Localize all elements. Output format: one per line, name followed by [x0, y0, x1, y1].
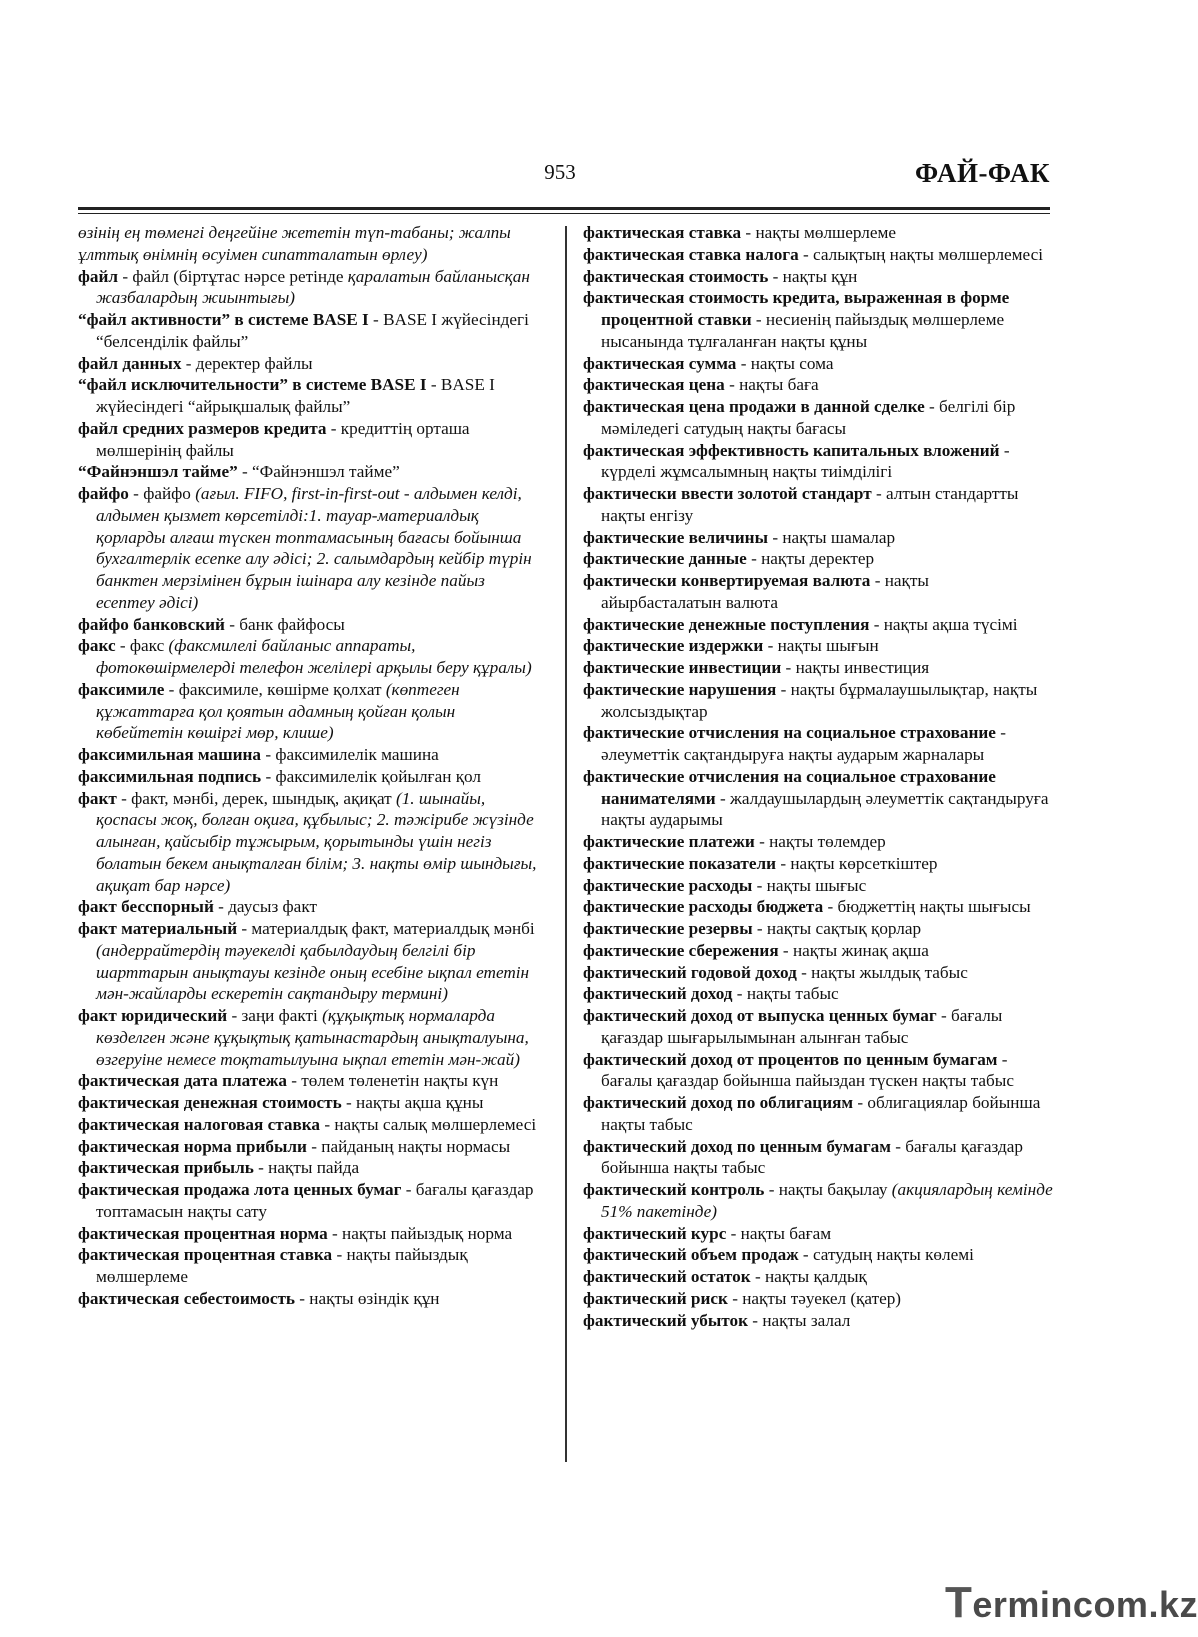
- entry-term: фактическая денежная стоимость: [78, 1093, 342, 1112]
- entry-definition: - нақты жылдық табыс: [796, 962, 968, 982]
- dictionary-entry: [78, 353, 543, 375]
- entry-term: фактический доход от процентов по ценным бумагам: [583, 1049, 998, 1069]
- running-head: ФАЙ-ФАК: [914, 158, 1050, 188]
- dictionary-entry: [583, 374, 1053, 396]
- dictionary-entry: [583, 1310, 1053, 1332]
- entry-term: файфо банковский: [78, 614, 225, 634]
- dictionary-entry: [583, 1049, 1053, 1093]
- column-divider: [565, 226, 567, 1462]
- entry-definition: - нақты шығыс: [752, 875, 867, 895]
- dictionary-entry: [78, 309, 543, 353]
- entry-definition: - нақты көрсеткіштер: [776, 853, 938, 873]
- entry-definition: - нақты бұрмалаушылықтар, нақты жолсыздықтар: [601, 679, 1038, 721]
- entry-term: фактический убыток: [583, 1310, 748, 1330]
- page-number: 953: [544, 160, 576, 184]
- header-rule-thick: [78, 207, 1050, 210]
- entry-term: фактическая норма прибыли: [78, 1136, 307, 1156]
- entry-term: факт: [78, 788, 117, 808]
- dictionary-entry: [583, 287, 1053, 352]
- entry-definition: - нақты пайыздық норма: [327, 1223, 513, 1243]
- entry-term: фактические сбережения: [583, 940, 779, 960]
- dictionary-entry: [583, 483, 1053, 527]
- entry-note: (факсмилелі байланыс аппараты, фотокөшірмелерді телефон желілері арқылы беру құралы): [96, 636, 532, 677]
- entry-definition: - нақты қалдық: [750, 1267, 867, 1286]
- entry-term: фактический доход: [583, 984, 733, 1004]
- entry-definition: - нақты шығын: [763, 636, 879, 656]
- entry-term: фактически конвертируемая валюта: [583, 571, 871, 590]
- dictionary-entry: [583, 614, 1053, 636]
- entry-term: фактический объем продаж: [583, 1245, 799, 1265]
- entry-term: фактические данные: [583, 549, 747, 569]
- entry-term: фактическая стоимость кредита, выраженная в форме процентной ставки: [583, 288, 1010, 329]
- entry-term: фактический риск: [583, 1288, 728, 1308]
- entry-definition: - факт, мәнбі, дерек, шындық, ақиқат: [116, 788, 396, 808]
- entry-term: фактические показатели: [583, 853, 777, 873]
- entry-definition: - нақты тәуекел (қатер): [727, 1288, 902, 1308]
- dictionary-entry: [583, 831, 1053, 853]
- entry-term: фактический годовой доход: [583, 962, 797, 982]
- dictionary-entry: [78, 1244, 543, 1288]
- dictionary-entry: [583, 440, 1053, 484]
- dictionary-entry: [78, 1136, 543, 1158]
- entry-definition: - банк файфосы: [224, 614, 345, 634]
- entry-definition: - нақты жинақ ақша: [778, 940, 929, 960]
- entry-definition: - нақты залал: [748, 1310, 851, 1330]
- entry-term: факсимильная подпись: [78, 766, 262, 786]
- entry-term: “файл исключительности” в системе BASE I: [78, 375, 427, 395]
- entry-note: (көптеген құжаттарға қол қоятын адамның қойған қолын көбейтетін көшіргі мөр, клише): [96, 679, 460, 743]
- entry-definition: - әлеуметтік сақтандыруға нақты аударым жарналары: [601, 723, 1006, 764]
- entry-definition: - нақты сақтық қорлар: [752, 919, 922, 938]
- entry-term: фактические издержки: [583, 636, 764, 656]
- dictionary-entry: [78, 918, 543, 1005]
- entry-definition: - пайданың нақты нормасы: [306, 1136, 511, 1156]
- dictionary-entry: [583, 1223, 1053, 1245]
- entry-definition: - несиенің пайыздық мөлшерлеме нысанында тұлғаланған нақты құны: [601, 310, 1005, 351]
- entry-term: фактическая цена: [583, 375, 725, 395]
- entry-term: фактическая прибыль: [78, 1158, 254, 1178]
- dictionary-entry: [583, 396, 1053, 440]
- entry-definition: - нақты өзіндік құн: [294, 1288, 440, 1308]
- right-entry-list: [583, 222, 1053, 1331]
- dictionary-entry: [78, 374, 543, 418]
- entry-definition: - нақты салық мөлшерлемесі: [320, 1114, 537, 1134]
- entry-note: (акциялардың кемінде 51% пакетінде): [601, 1180, 1053, 1221]
- entry-definition: - факс: [115, 636, 169, 656]
- entry-definition: - нақты инвестиция: [781, 658, 930, 677]
- entry-term: фактический доход по ценным бумагам: [583, 1136, 891, 1156]
- entry-definition: - материалдық факт, материалдық мәнбі: [237, 919, 535, 938]
- entry-definition: - “Файнэншэл тайме”: [237, 462, 400, 482]
- entry-term: фактический контроль: [583, 1180, 765, 1199]
- entry-definition: - төлем төленетін нақты күн: [286, 1071, 499, 1091]
- entry-definition: - нақты табыс: [732, 984, 839, 1004]
- entry-term: фактическая ставка: [583, 223, 742, 242]
- dictionary-entry: [78, 679, 543, 744]
- dictionary-entry: [78, 418, 543, 462]
- entry-term: фактические отчисления на социальное страхование нанимателями: [583, 766, 996, 808]
- entry-definition: - сатудың нақты көлемі: [798, 1245, 974, 1265]
- entry-definition: - бағалы қағаздар бойынша пайыздан түскен нақты табыс: [601, 1049, 1014, 1091]
- dictionary-entry: [78, 1288, 543, 1310]
- entry-definition: - нақты мөлшерлеме: [741, 223, 896, 242]
- entry-term: фактические отчисления на социальное страхование: [583, 723, 996, 743]
- dictionary-entry: [583, 940, 1053, 962]
- right-column: [583, 222, 1053, 1331]
- dictionary-entry: [78, 483, 543, 614]
- dictionary-entry: [78, 614, 543, 636]
- watermark-text: ermincom.kz: [972, 1584, 1198, 1625]
- dictionary-entry: [583, 1288, 1053, 1310]
- entry-definition: - күрделі жұмсалымның нақты тиімділігі: [601, 440, 1010, 482]
- entry-term: фактические нарушения: [583, 679, 777, 699]
- entry-term: “Файнэншэл тайме”: [78, 462, 238, 482]
- dictionary-entry: [583, 1092, 1053, 1136]
- dictionary-entry: [583, 875, 1053, 897]
- entry-term: факт материальный: [78, 919, 238, 938]
- dictionary-entry: [583, 548, 1053, 570]
- entry-note: (андеррайтердің тәуекелді қабылдаудың белгілі бір шарттарын анықтауы кезінде оның есебіне ықпал ететін мән-жайларды ескеретін сақтандыру термині): [96, 940, 530, 1004]
- entry-term: факт юридический: [78, 1006, 228, 1025]
- entry-term: файл: [78, 266, 119, 286]
- entry-term: фактические денежные поступления: [583, 614, 870, 634]
- entry-term: факс: [78, 636, 116, 656]
- dictionary-entry: [78, 1070, 543, 1092]
- dictionary-entry: [583, 962, 1053, 984]
- dictionary-entry: [583, 570, 1053, 614]
- entry-term: фактический доход от выпуска ценных бумаг: [583, 1006, 937, 1025]
- entry-term: фактические расходы: [583, 875, 753, 895]
- entry-definition: - нақты шамалар: [768, 527, 896, 547]
- entry-definition: - нақты бағам: [726, 1223, 832, 1243]
- dictionary-entry: [583, 722, 1053, 766]
- dictionary-entry: [583, 1136, 1053, 1180]
- entry-definition: - нақты баға: [724, 375, 819, 395]
- entry-definition: - жалдаушылардың әлеуметтік сақтандыруға нақты аударымы: [601, 788, 1049, 830]
- entry-term: фактическая стоимость: [583, 266, 769, 286]
- dictionary-entry: [583, 853, 1053, 875]
- entry-term: факсимиле: [78, 679, 165, 699]
- entry-term: фактическая себестоимость: [78, 1288, 295, 1308]
- entry-term: фактические инвестиции: [583, 658, 782, 677]
- entry-term: фактический курс: [583, 1223, 727, 1243]
- dictionary-entry: [78, 635, 543, 679]
- entry-definition: - файл (біртұтас нәрсе ретінде: [118, 266, 348, 286]
- dictionary-entry: [78, 1114, 543, 1136]
- entry-definition: - нақты пайыздық мөлшерлеме: [96, 1245, 468, 1286]
- entry-definition: - облигациялар бойынша нақты табыс: [601, 1093, 1041, 1134]
- entry-term: фактическая эффективность капитальных вложений: [583, 440, 1000, 460]
- entry-term: фактическая ставка налога: [583, 244, 799, 264]
- entry-definition: - факсимилелік қойылған қол: [261, 766, 482, 786]
- dictionary-entry: [583, 983, 1053, 1005]
- entry-term: фактические величины: [583, 527, 769, 547]
- entry-definition: - салықтың нақты мөлшерлемесі: [798, 244, 1044, 264]
- entry-term: фактическая процентная норма: [78, 1223, 328, 1243]
- entry-term: фактическая дата платежа: [78, 1071, 287, 1091]
- entry-term: фактическая процентная ставка: [78, 1245, 333, 1265]
- entry-note: қаралатын байланысқан жазбалардың жиынтығы): [96, 266, 530, 308]
- dictionary-entry: [583, 657, 1053, 679]
- entry-term: фактически ввести золотой стандарт: [583, 484, 872, 503]
- dictionary-entry: [583, 679, 1053, 723]
- dictionary-entry: [583, 1266, 1053, 1288]
- entry-term: фактическая цена продажи в данной сделке: [583, 397, 925, 416]
- entry-definition: - нақты бақылау: [764, 1180, 892, 1199]
- entry-definition: - факсимиле, көшірме қолхат: [164, 679, 386, 699]
- dictionary-entry: [583, 1244, 1053, 1266]
- entry-term: файл данных: [78, 353, 182, 373]
- entry-term: файл средних размеров кредита: [78, 418, 327, 438]
- entry-term: файфо: [78, 484, 129, 503]
- entry-definition: - нақты ақша құны: [341, 1093, 484, 1112]
- entry-definition: - факсимилелік машина: [261, 745, 439, 764]
- dictionary-entry: [583, 896, 1053, 918]
- entry-term: фактическая налоговая ставка: [78, 1114, 321, 1134]
- entry-term: фактические резервы: [583, 919, 753, 938]
- entry-definition: - бағалы қағаздар бойынша нақты табыс: [601, 1136, 1023, 1178]
- entry-definition: - алтын стандартты нақты енгізу: [601, 484, 1019, 525]
- entry-term: фактический доход по облигациям: [583, 1093, 854, 1112]
- entry-definition: - нақты төлемдер: [754, 832, 886, 851]
- dictionary-entry: [78, 266, 543, 310]
- entry-note: (1. шынайы, қоспасы жоқ, болған оқиға, құбылыс; 2. тәжірибе жүзінде алынған, қайсыбір тұжырым, қорытынды үшін негіз болатын бекем анықталған білім; 3. нақты өмір шындығы, ақиқат бар нәрсе): [96, 788, 537, 895]
- dictionary-entry: [78, 1005, 543, 1070]
- entry-definition: - нақты пайда: [253, 1158, 360, 1178]
- dictionary-entry: [583, 244, 1053, 266]
- entry-definition: - белгілі бір мәміледегі сатудың нақты бағасы: [601, 397, 1016, 438]
- entry-definition: - BASE I жүйесіндегі “белсенділік файлы”: [96, 310, 529, 351]
- dictionary-entry: [583, 766, 1053, 831]
- entry-term: “файл активности” в системе BASE I: [78, 310, 369, 329]
- watermark-initial: T: [945, 1578, 973, 1627]
- entry-definition: - нақты сома: [736, 353, 834, 373]
- entry-definition: - заңи факті: [227, 1006, 323, 1025]
- dictionary-entry: [583, 353, 1053, 375]
- dictionary-entry: [583, 918, 1053, 940]
- dictionary-entry: [583, 527, 1053, 549]
- site-watermark: [945, 1578, 1198, 1628]
- entry-definition: - даусыз факт: [213, 897, 317, 917]
- entry-definition: - нақты деректер: [746, 549, 875, 569]
- entry-term: факсимильная машина: [78, 745, 262, 764]
- entry-definition: - кредиттің орташа мөлшерінің файлы: [96, 418, 470, 460]
- entry-note: (ағыл. FIFO, first-in-first-out - алдымен келді, алдымен қызмет көрсетілді:1. тауар-материалдық қорларды алғаш түскен топтамасының бағасы бойынша бухгалтерлік есепке алу әдісі; 2. салымдардың кейбір түрін банктен мерзімінен бұрын ішінара алу кезінде пайыз есептеу әдісі): [96, 484, 532, 612]
- entry-term: фактические расходы бюджета: [583, 897, 824, 917]
- entry-term: факт бесспорный: [78, 897, 214, 917]
- left-column: [78, 222, 543, 1310]
- dictionary-entry: [583, 222, 1053, 244]
- dictionary-entry: [78, 788, 543, 897]
- dictionary-entry: [78, 1223, 543, 1245]
- dictionary-entry: [78, 1157, 543, 1179]
- entry-definition: - бюджеттің нақты шығысы: [823, 897, 1031, 917]
- dictionary-entry: [78, 744, 543, 766]
- entry-note: (құқықтық нормаларда көзделген және құқықтық қатынастардың анықталуына, өзгеруіне немесе тоқтатылуына ықпал ететін мән-жай): [96, 1006, 529, 1069]
- entry-definition: - деректер файлы: [181, 353, 313, 373]
- entry-definition: - файфо: [128, 484, 196, 503]
- entry-definition: - нақты айырбасталатын валюта: [601, 571, 929, 612]
- dictionary-entry: [583, 1005, 1053, 1049]
- entry-term: фактическая продажа лота ценных бумаг: [78, 1180, 402, 1199]
- entry-definition: - BASE I жүйесіндегі “айрықшалық файлы”: [96, 375, 495, 416]
- entry-term: фактический остаток: [583, 1267, 751, 1286]
- entry-definition: - бағалы қағаздар шығарылымынан алынған табыс: [601, 1006, 1003, 1047]
- entry-definition: - нақты құн: [768, 266, 858, 286]
- dictionary-entry: [583, 266, 1053, 288]
- left-entry-list: [78, 266, 543, 1310]
- continuation-text: өзінің ең төменгі деңгейіне жететін түп-табаны; жалпы ұлттық өнімнің өсуімен сипатталатын өрлеу): [78, 223, 511, 264]
- entry-definition: - нақты ақша түсімі: [869, 614, 1018, 634]
- entry-term: фактические платежи: [583, 832, 755, 851]
- entry-term: фактическая сумма: [583, 353, 737, 373]
- dictionary-entry: [78, 461, 543, 483]
- dictionary-entry: [78, 1092, 543, 1114]
- dictionary-entry: [583, 635, 1053, 657]
- dictionary-entry: [78, 766, 543, 788]
- header-rule-thin: [78, 213, 1050, 214]
- dictionary-entry: [78, 1179, 543, 1223]
- dictionary-entry: [78, 896, 543, 918]
- dictionary-entry: [583, 1179, 1053, 1223]
- entry-definition: - бағалы қағаздар топтамасын нақты сату: [96, 1180, 534, 1221]
